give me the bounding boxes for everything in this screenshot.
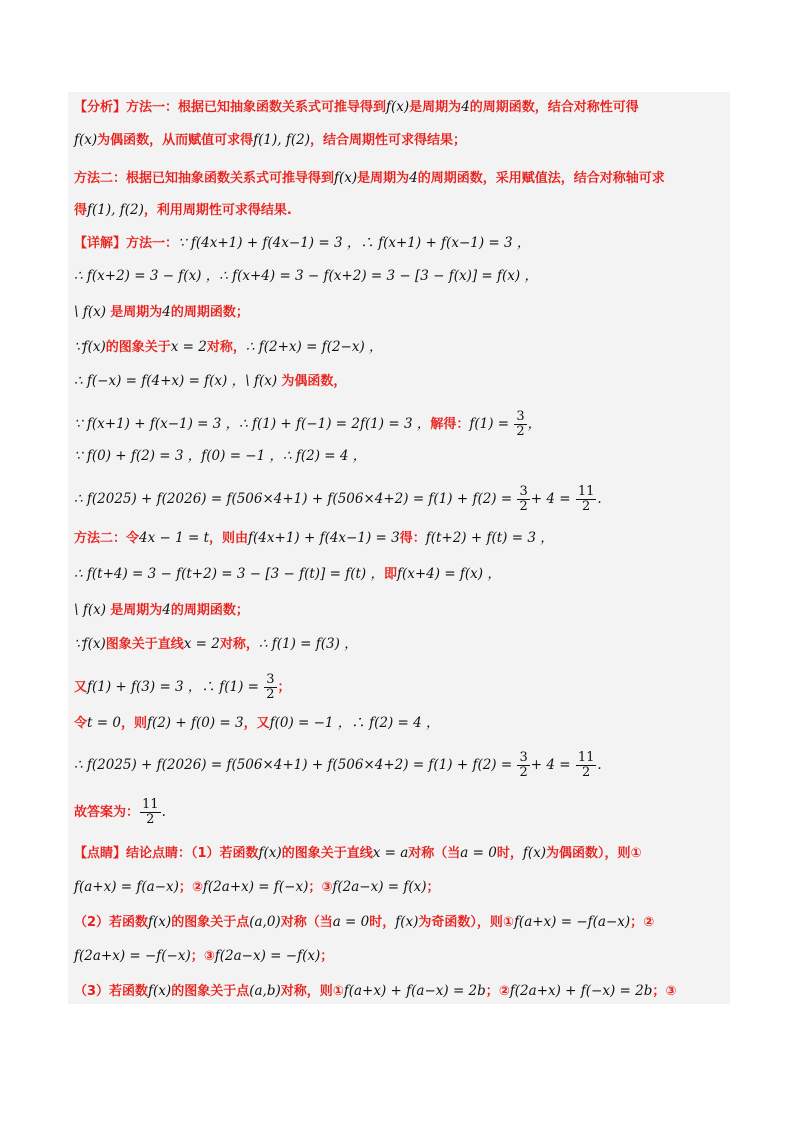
math-expression: x = 2 [183,636,220,652]
fraction-denominator: 2 [581,765,591,780]
math-expression: ， [527,416,542,432]
explanation-text: 为偶函数， [281,374,347,389]
math-expression: f(x) [395,914,419,930]
explanation-text: ；③ [190,949,215,964]
math-expression: 4x − 1 = t [139,530,210,546]
explanation-text: 即 [383,567,397,582]
explanation-text: ；③ [308,880,333,895]
math-expression: f(x+4) = f(x) ， [396,566,501,582]
math-expression: ∴ f(1) = f(3) ， [258,636,358,652]
math-expression: ∵f(x) [74,636,106,652]
explanation-text: ；② [485,984,510,999]
math-expression: f(a+x) + f(a−x) = 2b [343,983,486,999]
explanation-text: 得： [399,531,426,546]
math-expression: ∴ f(t+4) = 3 − f(t+2) = 3 − [3 − f(t)] = f(t) ， [74,566,384,582]
explanation-text: ；③ [652,984,677,999]
explanation-text: 的周期函数； [170,305,249,320]
explanation-text: 对称，则① [280,984,344,999]
explanation-text: 是周期为 [409,100,462,115]
math-expression: x = a [372,845,409,861]
solution-line [74,337,383,358]
explanation-text: 的周期函数，采用赋值法，结合对称轴可求 [417,171,665,186]
explanation-text: 为偶函数），则① [546,846,642,861]
solution-line [74,410,541,439]
math-expression: f(1), f(2) [87,202,144,218]
math-expression: f(2a+x) = −f(−x) [74,948,191,964]
explanation-text: 方法二：根据已知抽象函数关系式可推导得到 [74,171,335,186]
math-expression: a = 0 [332,914,370,930]
explanation-text: 对称， [219,637,259,652]
explanation-text: 【详解】方法一： [74,236,179,251]
explanation-text: 又 [74,680,88,695]
fraction [140,798,161,827]
math-expression: f(a+x) = f(a−x) [74,879,179,895]
solution-line [74,981,676,1002]
solution-line [74,528,554,549]
math-expression: f(2a−x) = −f(x) [214,948,321,964]
math-expression: f(x) [148,983,172,999]
math-expression: ∵ f(4x+1) + f(4x−1) = 3 ，∴ f(x+1) + f(x−1) = 3 ， [178,235,531,251]
explanation-text: ，利用周期性可求得结果. [143,203,292,218]
explanation-text: 的周期函数，结合对称性可得 [469,100,639,115]
explanation-text: 的图象关于点 [171,984,250,999]
fraction-numerator: 3 [266,672,275,687]
fraction [264,673,276,702]
math-expression: f(x) [334,170,358,186]
math-expression: + 4 = [530,757,575,773]
fraction-numerator: 3 [519,750,528,765]
fraction-numerator: 11 [142,797,159,812]
math-expression: ∴ f(−x) = f(4+x) = f(x) ，\ f(x) [74,373,282,389]
explanation-text: ，结合周期性可求得结果； [310,133,467,148]
math-expression: ∵ f(x+1) + f(x−1) = 3 ，∴ f(1) + f(−1) = 2f(1) = 3 ， [74,416,431,432]
fraction [514,410,526,439]
math-expression: 4 [162,304,171,320]
fraction-numerator: 3 [519,484,528,499]
math-expression: + 4 = [530,491,575,507]
math-expression: f(1), f(2) [253,132,310,148]
math-expression: f(4x+1) + f(4x−1) = 3 [248,530,400,546]
math-expression: f(x) [522,845,547,861]
fraction [517,485,529,514]
math-expression: f(x) [258,845,282,861]
math-expression: . [161,804,166,820]
explanation-text: 对称， [206,340,246,355]
explanation-text: （2）若函数 [74,915,149,930]
explanation-text: ，则 [120,716,147,731]
explanation-text: 为奇函数），则① [418,915,514,930]
math-expression: f(2a+x) + f(−x) = 2b [509,983,653,999]
math-expression: \ f(x) [74,304,111,320]
math-expression: f(x) [74,132,98,148]
fraction [576,751,597,780]
fraction-denominator: 2 [519,499,528,514]
solution-line [74,877,440,898]
explanation-text: ；② [630,915,655,930]
fraction-numerator: 11 [577,750,595,765]
math-expression: \ f(x) [74,602,111,618]
math-expression: f(2a−x) = f(x) [332,879,427,895]
explanation-text: 方法二：令 [74,531,140,546]
fraction-denominator: 2 [519,765,528,780]
solution-line [74,634,358,655]
explanation-text: ，又 [243,716,270,731]
math-expression: f(a+x) = −f(a−x) [513,914,631,930]
math-expression: t = 0 [87,715,121,731]
math-expression: a = 0 [460,845,497,861]
explanation-text: 是周期为 [110,603,163,618]
fraction-numerator: 11 [577,484,595,499]
solution-line [74,200,292,221]
fraction-denominator: 2 [581,499,591,514]
explanation-text: 得 [74,203,88,218]
math-expression: ∴ f(2+x) = f(2−x) ， [245,339,383,355]
math-expression: ∴ f(2025) + f(2026) = f(506×4+1) + f(506×4+2) = f(1) + f(2) = [74,757,517,773]
fraction-denominator: 2 [146,812,155,827]
explanation-text: 对称（当 [280,915,333,930]
math-expression: f(x) [386,99,410,115]
fraction-denominator: 2 [516,424,525,439]
solution-line [74,600,249,621]
math-expression: x = 2 [170,339,207,355]
explanation-text: 解得： [430,417,470,432]
math-expression: 4 [461,99,470,115]
explanation-text: ； [320,949,334,964]
solution-line [74,266,538,286]
solution-line [74,798,166,827]
math-expression: (a,b) [249,983,281,999]
explanation-text: 时， [369,915,396,930]
solution-line [74,912,654,933]
math-expression: 4 [409,170,418,186]
explanation-text: 【分析】方法一：根据已知抽象函数关系式可推导得到 [74,100,387,115]
solution-line [74,446,366,466]
explanation-text: 对称（当 [408,846,461,861]
math-expression: ∵ f(0) + f(2) = 3 ，f(0) = −1 ，∴ f(2) = 4 ， [74,448,367,464]
explanation-text: 的图象关于直线 [281,846,373,861]
fraction [576,485,597,514]
explanation-text: （3）若函数 [74,984,149,999]
explanation-text: 的图象关于点 [171,915,250,930]
math-expression: . [597,757,602,773]
explanation-text: ； [277,680,291,695]
math-expression: (a,0) [249,914,281,930]
solution-line [74,168,665,189]
solution-line [74,485,602,514]
math-expression: f(2) + f(0) = 3 [146,715,244,731]
explanation-text: 令 [74,716,88,731]
explanation-text: 【点睛】结论点睛：（1）若函数 [74,846,259,861]
solution-line [74,843,642,864]
explanation-text: 是周期为 [110,305,163,320]
solution-line [74,751,602,780]
explanation-text: ； [426,880,440,895]
solution-line [74,130,466,151]
math-expression: f(0) = −1 ，∴ f(2) = 4 ， [269,715,440,731]
solution-line [74,233,530,254]
solution-line [74,302,249,323]
fraction-denominator: 2 [266,687,275,702]
math-expression: f(1) + f(3) = 3 ，∴ f(1) = [87,679,264,695]
solution-line [74,371,346,392]
explanation-text: 图象关于直线 [105,637,184,652]
explanation-text: 的周期函数； [170,603,249,618]
math-expression: f(1) = [469,416,514,432]
solution-line [74,97,639,118]
math-expression: ∵f(x) [74,339,106,355]
math-expression: ∴ f(x+2) = 3 − f(x) ，∴ f(x+4) = 3 − f(x+2) = 3 − [3 − f(x)] = f(x) ， [74,268,538,284]
explanation-text: 的图象关于 [105,340,171,355]
explanation-text: 是周期为 [357,171,410,186]
fraction-numerator: 3 [516,409,525,424]
solution-line [74,673,291,702]
explanation-text: 时， [496,846,523,861]
explanation-text: 为偶函数，从而赋值可求得 [97,133,254,148]
explanation-text: 故答案为： [74,805,140,820]
explanation-text: ；② [178,880,203,895]
solution-line [74,713,439,734]
solution-line [74,564,501,585]
fraction [517,751,529,780]
math-expression: f(x) [148,914,172,930]
math-expression: f(t+2) + f(t) = 3 ， [425,530,554,546]
math-expression: f(2a+x) = f(−x) [202,879,309,895]
math-expression: ∴ f(2025) + f(2026) = f(506×4+1) + f(506×4+2) = f(1) + f(2) = [74,491,517,507]
math-expression: . [597,491,602,507]
solution-line [74,946,333,967]
explanation-text: ，则由 [209,531,249,546]
math-expression: 4 [162,602,171,618]
